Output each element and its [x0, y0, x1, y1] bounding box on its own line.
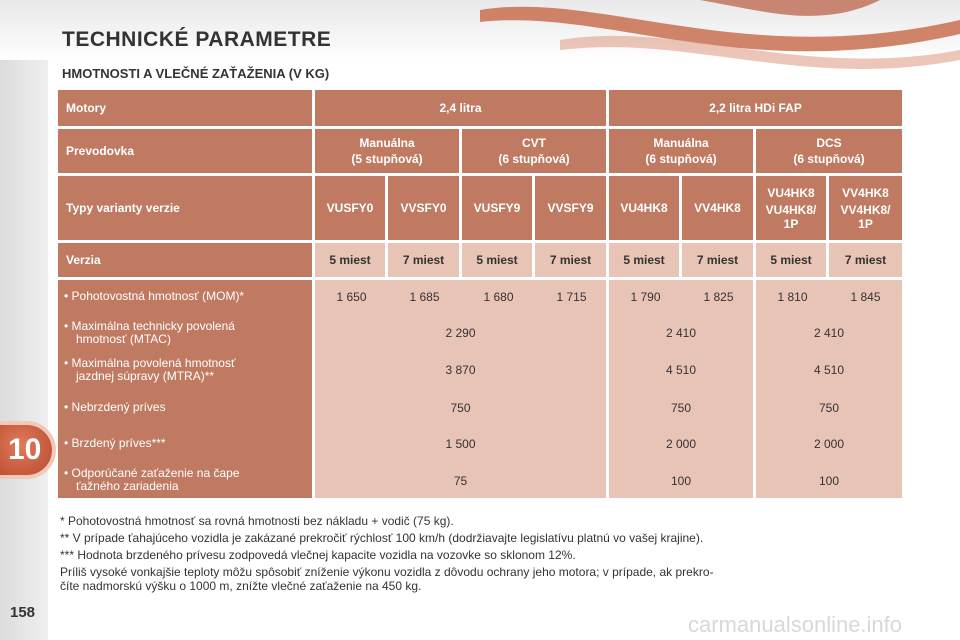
label-odporucane-2: ťažného zariadenia	[76, 479, 179, 493]
mom-value: 1 845	[850, 290, 881, 304]
gearbox-cvt	[462, 129, 606, 173]
seats-cell: 5 miest	[315, 243, 385, 277]
variant-cell: VVSFY9	[535, 176, 606, 240]
braked-trailer-value: 2 000	[665, 437, 697, 451]
footnote: Príliš vysoké vonkajšie teploty môžu spôsobiť zníženie výkonu vozidla z dôvodu ochrany jeho motora; v prípade, ak prekro-	[60, 565, 714, 579]
mom-value: 1 715	[556, 290, 587, 304]
variant-line: VV4HK8	[842, 185, 889, 200]
watermark-text: carmanualsonline.info	[688, 612, 903, 637]
unbraked-trailer-value: 750	[670, 401, 692, 415]
label-mtra-1: • Maximálna povolená hmotnosť	[64, 356, 236, 370]
gearbox-manual-6	[609, 129, 753, 173]
gearbox-dcs	[756, 129, 902, 173]
gearbox-speeds: (6 stupňová)	[498, 152, 570, 166]
mtac-value: 2 410	[665, 326, 697, 340]
seats-cell: 5 miest	[756, 243, 826, 277]
values-col-manual6	[609, 280, 753, 498]
left-margin-band	[0, 60, 48, 640]
towball-load-value: 75	[453, 474, 468, 488]
mom-value: 1 650	[336, 290, 367, 304]
label-odporucane-1: • Odporúčané zaťaženie na čape	[64, 466, 240, 480]
gearbox-type: CVT	[522, 136, 546, 150]
mtra-value: 3 870	[445, 363, 476, 377]
table-row-verzia	[58, 243, 902, 277]
variant-line: VU4HK8/	[765, 202, 817, 217]
variant-cell: VU4HK8	[609, 176, 679, 240]
row-label-typy: Typy varianty verzie	[58, 176, 312, 240]
label-nebrzdeny: • Nebrzdený príves	[64, 400, 166, 414]
gearbox-type: Manuálna	[653, 136, 709, 150]
gearbox-type: Manuálna	[359, 136, 415, 150]
page-title: TECHNICKÉ PARAMETRE	[62, 28, 332, 51]
row-label-verzia: Verzia	[58, 243, 312, 277]
section-subtitle: HMOTNOSTI A VLEČNÉ ZAŤAŽENIA (V KG)	[62, 66, 330, 81]
footnote: *** Hodnota brzdeného prívesu zodpovedá vlečnej kapacite vozidla na vozovke so sklonom 12%.	[60, 548, 576, 562]
mtac-value: 2 410	[813, 326, 845, 340]
variant-cell: VV4HK8	[682, 176, 753, 240]
label-brzdeny: • Brzdený príves***	[64, 436, 166, 450]
mtra-value: 4 510	[813, 363, 845, 377]
engine-col-22hdi: 2,2 litra HDi FAP	[609, 90, 902, 126]
footnote: * Pohotovostná hmotnosť sa rovná hmotnosti bez nákladu + vodič (75 kg).	[60, 514, 454, 528]
unbraked-trailer-value: 750	[450, 401, 471, 415]
label-mtac-2: hmotnosť (MTAC)	[76, 332, 171, 346]
mtra-value: 4 510	[665, 363, 697, 377]
variant-line: VU4HK8	[767, 185, 815, 200]
decorative-swoosh	[440, 0, 960, 90]
footnote: číte nadmorskú výšku o 1000 m, znížte vlečné zaťaženie na 450 kg.	[60, 579, 422, 593]
seats-cell: 5 miest	[609, 243, 679, 277]
table-row-prevodovka	[58, 129, 902, 173]
table-row-motory	[58, 90, 902, 126]
variant-cell: VVSFY0	[388, 176, 459, 240]
variant-line: VV4HK8/	[840, 202, 891, 217]
mtac-value: 2 290	[445, 326, 476, 340]
mom-value: 1 680	[483, 290, 514, 304]
seats-cell: 7 miest	[535, 243, 606, 277]
braked-trailer-value: 1 500	[445, 437, 476, 451]
variant-cell: VUSFY9	[462, 176, 532, 240]
values-col-24	[315, 280, 606, 498]
gearbox-type: DCS	[816, 136, 842, 150]
seats-cell: 7 miest	[682, 243, 753, 277]
page-number: 158	[10, 604, 36, 621]
footnotes	[60, 514, 910, 596]
mom-value: 1 810	[777, 290, 808, 304]
seats-cell: 5 miest	[462, 243, 532, 277]
mom-value: 1 685	[409, 290, 440, 304]
variant-cell: VUSFY0	[315, 176, 385, 240]
mom-value: 1 825	[703, 290, 734, 304]
label-mtra-2: jazdnej súpravy (MTRA)**	[76, 369, 215, 383]
chapter-number: 10	[8, 433, 42, 466]
gearbox-speeds: (6 stupňová)	[793, 152, 865, 166]
row-label-motory: Motory	[58, 90, 312, 126]
mom-value: 1 790	[630, 290, 661, 304]
footnote: ** V prípade ťahajúceho vozidla je zakázané prekročiť rýchlosť 100 km/h (dodržiavajte legislatívu platnú vo vašej krajine).	[60, 531, 704, 545]
table-body	[58, 280, 902, 498]
towball-load-value: 100	[670, 474, 692, 488]
seats-cell: 7 miest	[829, 243, 902, 277]
label-mtac-1: • Maximálna technicky povolená	[64, 319, 235, 333]
label-mom: • Pohotovostná hmotnosť (MOM)*	[64, 289, 245, 303]
variant-line: 1P	[858, 216, 873, 231]
chapter-badge	[0, 425, 52, 475]
variant-cell	[756, 176, 826, 240]
variant-line: 1P	[783, 216, 799, 231]
table-row-typy	[58, 176, 902, 240]
variant-cell	[829, 176, 902, 240]
towball-load-value: 100	[818, 474, 840, 488]
gearbox-speeds: (5 stupňová)	[351, 152, 423, 166]
gearbox-manual-5	[315, 129, 459, 173]
unbraked-trailer-value: 750	[818, 401, 840, 415]
seats-cell: 7 miest	[388, 243, 459, 277]
values-col-dcs	[756, 280, 902, 498]
engine-col-24: 2,4 litra	[315, 90, 606, 126]
gearbox-speeds: (6 stupňová)	[645, 152, 717, 166]
braked-trailer-value: 2 000	[813, 437, 845, 451]
row-label-prevodovka: Prevodovka	[58, 129, 312, 173]
